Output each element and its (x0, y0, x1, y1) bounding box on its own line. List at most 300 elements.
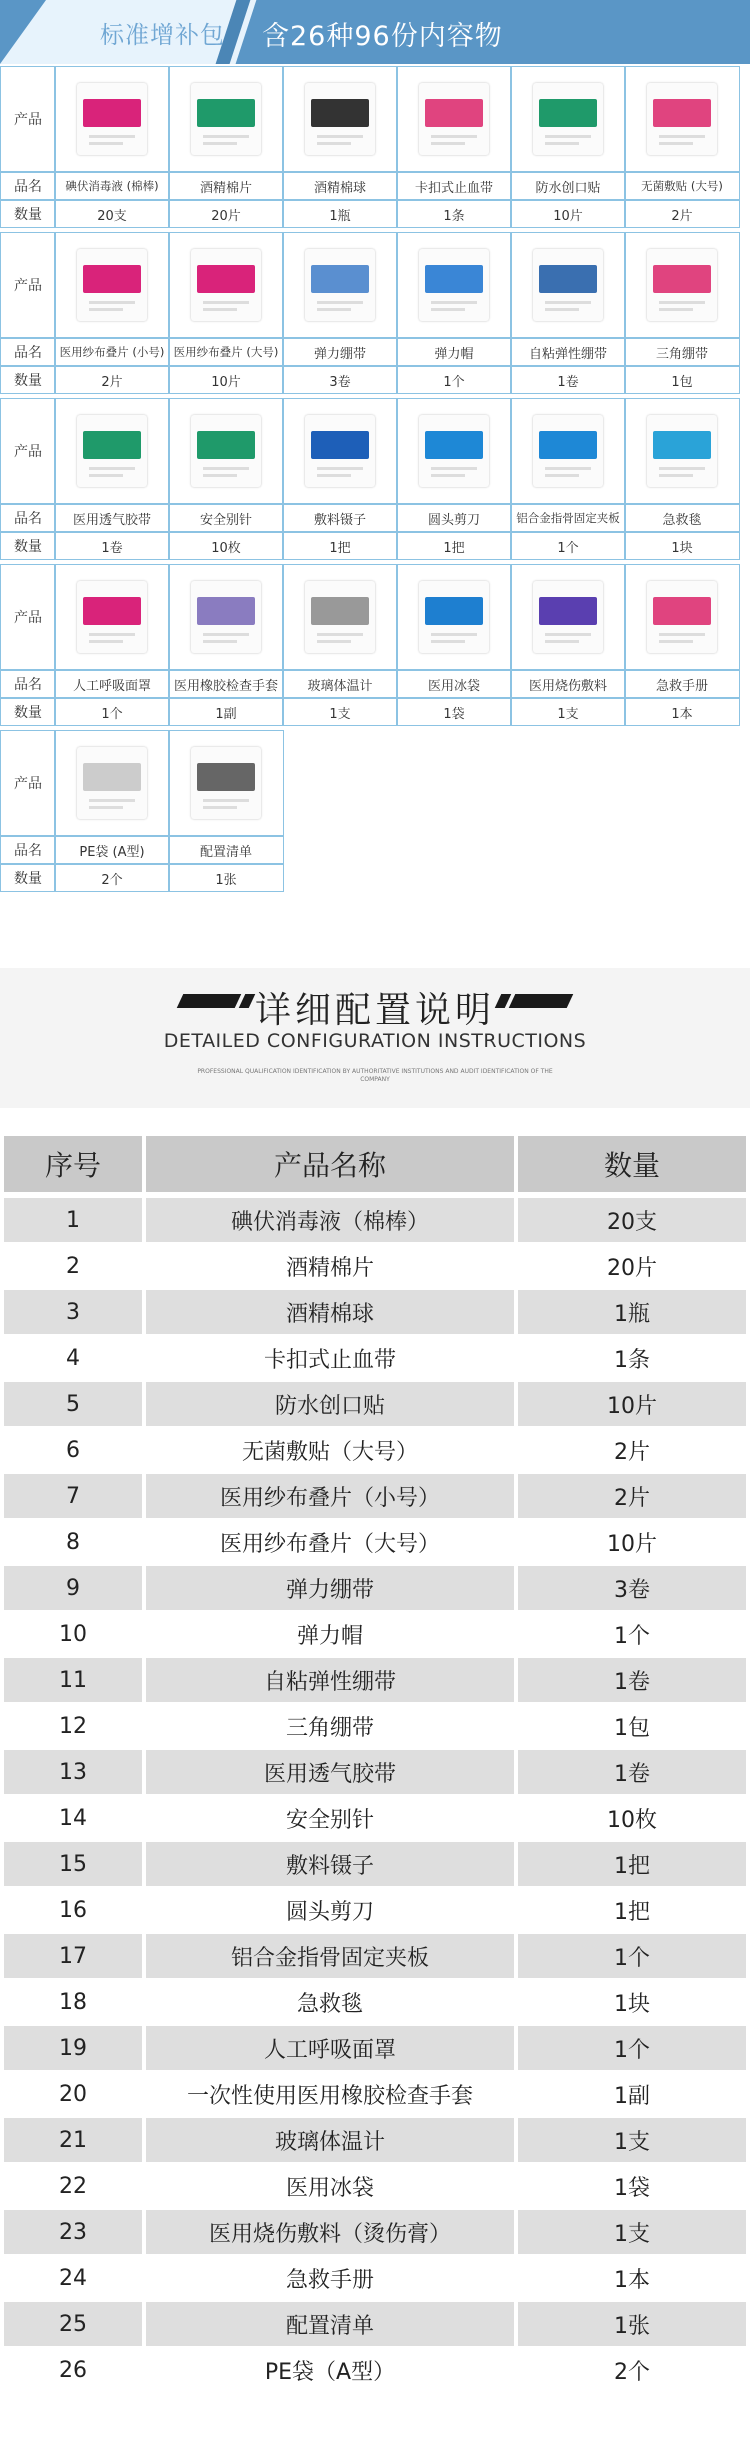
package-line (203, 142, 237, 145)
package-band (311, 597, 369, 625)
package-line (545, 640, 579, 643)
product-image-cell (282, 66, 398, 172)
td: 医用纱布叠片（大号） (146, 1520, 514, 1564)
package-line (89, 806, 123, 809)
table-header-row (4, 1136, 746, 1192)
package-line (545, 308, 579, 311)
package-line (431, 467, 477, 470)
product-qty: 1支 (282, 698, 398, 726)
package-band (425, 431, 483, 459)
package-line (317, 633, 363, 636)
package-line (203, 799, 249, 802)
package-line (545, 633, 591, 636)
package-line (317, 640, 351, 643)
td: 3 (4, 1290, 142, 1334)
product-image-cell (396, 66, 512, 172)
medical-tape-icon (77, 415, 147, 487)
td: 18 (4, 1980, 142, 2024)
detail-title: 详细配置说明 (254, 990, 495, 1031)
td: 敷料镊子 (146, 1842, 514, 1886)
label-product: 产品 (0, 398, 56, 504)
product-image-cell (510, 564, 626, 670)
label-product: 产品 (0, 730, 56, 836)
safety-pin-icon (191, 415, 261, 487)
pe-bag-icon (77, 747, 147, 819)
td: 人工呼吸面罩 (146, 2026, 514, 2070)
td: 碘伏消毒液（棉棒） (146, 1198, 514, 1242)
product-qty: 1副 (168, 698, 284, 726)
product-qty: 20支 (54, 200, 170, 228)
package-band (425, 99, 483, 127)
label-name: 品名 (0, 836, 56, 864)
td: 11 (4, 1658, 142, 1702)
finger-splint-icon (533, 415, 603, 487)
product-qty: 1个 (54, 698, 170, 726)
product-image-cell (168, 66, 284, 172)
product-image-cell (282, 398, 398, 504)
td: 2片 (518, 1428, 746, 1472)
td: 急救毯 (146, 1980, 514, 2024)
table-row (4, 1382, 746, 1426)
td: 5 (4, 1382, 142, 1426)
package-band (425, 265, 483, 293)
label-qty: 数量 (0, 532, 56, 560)
table-row (4, 1750, 746, 1794)
package-band (197, 597, 255, 625)
gloves-icon (191, 581, 261, 653)
table-row (4, 1520, 746, 1564)
td: 配置清单 (146, 2302, 514, 2346)
product-name: 安全别针 (168, 504, 284, 532)
td: 1支 (518, 2210, 746, 2254)
product-image-cell (168, 232, 284, 338)
package-band (83, 431, 141, 459)
package-line (203, 135, 249, 138)
label-name: 品名 (0, 504, 56, 532)
product-name: 弹力绷带 (282, 338, 398, 366)
table-row (4, 2118, 746, 2162)
product-qty: 1本 (624, 698, 740, 726)
td: 急救手册 (146, 2256, 514, 2300)
package-band (197, 265, 255, 293)
td: 23 (4, 2210, 142, 2254)
product-image-cell (54, 730, 170, 836)
td: 1支 (518, 2118, 746, 2162)
package-band (311, 99, 369, 127)
product-qty: 1卷 (510, 366, 626, 394)
product-qty: 1条 (396, 200, 512, 228)
package-line (659, 474, 693, 477)
gauze-large-icon (191, 249, 261, 321)
package-line (659, 640, 693, 643)
package-line (317, 135, 363, 138)
product-name: 医用烧伤敷料 (510, 670, 626, 698)
package-line (203, 633, 249, 636)
emergency-blanket-icon (647, 415, 717, 487)
label-name: 品名 (0, 670, 56, 698)
td: 24 (4, 2256, 142, 2300)
td: 2个 (518, 2348, 746, 2392)
td: 22 (4, 2164, 142, 2208)
package-line (317, 467, 363, 470)
td: 13 (4, 1750, 142, 1794)
product-name: 敷料镊子 (282, 504, 398, 532)
td: 1个 (518, 2026, 746, 2070)
package-line (431, 135, 477, 138)
package-band (539, 597, 597, 625)
package-line (317, 308, 351, 311)
label-qty: 数量 (0, 864, 56, 892)
table-row (4, 2256, 746, 2300)
td: 医用纱布叠片（小号） (146, 1474, 514, 1518)
package-band (83, 265, 141, 293)
package-line (431, 633, 477, 636)
product-name: 医用橡胶检查手套 (168, 670, 284, 698)
td: 1块 (518, 1980, 746, 2024)
product-name: 配置清单 (168, 836, 284, 864)
td: 4 (4, 1336, 142, 1380)
product-qty: 3卷 (282, 366, 398, 394)
td: 卡扣式止血带 (146, 1336, 514, 1380)
package-band (653, 597, 711, 625)
package-line (431, 308, 465, 311)
table-row (4, 1888, 746, 1932)
td: 医用烧伤敷料（烫伤膏） (146, 2210, 514, 2254)
td: 三角绷带 (146, 1704, 514, 1748)
product-qty: 1张 (168, 864, 284, 892)
package-line (203, 640, 237, 643)
checklist-icon (191, 747, 261, 819)
product-image-cell (396, 232, 512, 338)
product-name: 防水创口贴 (510, 172, 626, 200)
table-header-cell: 序号 (4, 1136, 142, 1192)
detail-heading (0, 968, 750, 1108)
td: 医用冰袋 (146, 2164, 514, 2208)
td: 玻璃体温计 (146, 2118, 514, 2162)
product-name: 铝合金指骨固定夹板 (510, 504, 626, 532)
td: 1本 (518, 2256, 746, 2300)
package-line (659, 633, 705, 636)
label-product: 产品 (0, 66, 56, 172)
package-band (197, 431, 255, 459)
product-qty: 1卷 (54, 532, 170, 560)
product-qty: 1把 (396, 532, 512, 560)
product-qty: 1个 (510, 532, 626, 560)
elastic-bandage-icon (305, 249, 375, 321)
product-name: 无菌敷贴 (大号) (624, 172, 740, 200)
product-image-cell (282, 564, 398, 670)
td: 1个 (518, 1612, 746, 1656)
td: 1 (4, 1198, 142, 1242)
td: 酒精棉球 (146, 1290, 514, 1334)
package-line (317, 474, 351, 477)
td: 19 (4, 2026, 142, 2070)
label-name: 品名 (0, 172, 56, 200)
detail-title-en: DETAILED CONFIGURATION INSTRUCTIONS (163, 1030, 587, 1052)
product-name: 玻璃体温计 (282, 670, 398, 698)
td: 1卷 (518, 1750, 746, 1794)
product-name: 酒精棉片 (168, 172, 284, 200)
package-line (659, 142, 693, 145)
td: 2片 (518, 1474, 746, 1518)
package-line (89, 474, 123, 477)
product-name: 医用纱布叠片 (大号) (168, 338, 284, 366)
td: 9 (4, 1566, 142, 1610)
package-line (545, 301, 591, 304)
table-row (4, 1474, 746, 1518)
package-line (89, 142, 123, 145)
product-name: 医用透气胶带 (54, 504, 170, 532)
product-image-cell (54, 398, 170, 504)
package-line (431, 142, 465, 145)
cotton-ball-bottle-icon (305, 83, 375, 155)
product-qty: 1瓶 (282, 200, 398, 228)
td: 弹力帽 (146, 1612, 514, 1656)
cpr-mask-icon (77, 581, 147, 653)
package-line (89, 135, 135, 138)
td: 1把 (518, 1888, 746, 1932)
product-image-cell (510, 398, 626, 504)
package-band (425, 597, 483, 625)
td: 1张 (518, 2302, 746, 2346)
td: 铝合金指骨固定夹板 (146, 1934, 514, 1978)
iodine-swab-icon (77, 83, 147, 155)
package-line (89, 633, 135, 636)
package-band (653, 99, 711, 127)
product-name: 医用冰袋 (396, 670, 512, 698)
td: 自粘弹性绷带 (146, 1658, 514, 1702)
self-adhesive-bandage-icon (533, 249, 603, 321)
package-line (659, 467, 705, 470)
package-line (203, 467, 249, 470)
td: 安全别针 (146, 1796, 514, 1840)
ice-pack-icon (419, 581, 489, 653)
product-image-cell (624, 398, 740, 504)
package-line (89, 301, 135, 304)
product-image-cell (168, 564, 284, 670)
table-row (4, 1980, 746, 2024)
label-qty: 数量 (0, 200, 56, 228)
table-row (4, 2164, 746, 2208)
package-band (197, 763, 255, 791)
bandaid-icon (533, 83, 603, 155)
product-qty: 1把 (282, 532, 398, 560)
table-row (4, 2210, 746, 2254)
product-qty: 1袋 (396, 698, 512, 726)
product-image-cell (168, 730, 284, 836)
product-name: 人工呼吸面罩 (54, 670, 170, 698)
td: 14 (4, 1796, 142, 1840)
product-qty: 20片 (168, 200, 284, 228)
product-qty: 10片 (168, 366, 284, 394)
header-banner (0, 0, 750, 64)
td: 12 (4, 1704, 142, 1748)
td: 1瓶 (518, 1290, 746, 1334)
td: 1把 (518, 1842, 746, 1886)
product-qty: 10枚 (168, 532, 284, 560)
package-line (203, 806, 237, 809)
product-image-cell (54, 66, 170, 172)
td: 1副 (518, 2072, 746, 2116)
product-image-cell (624, 66, 740, 172)
package-line (659, 135, 705, 138)
product-image-cell (54, 564, 170, 670)
td: 7 (4, 1474, 142, 1518)
product-name: 卡扣式止血带 (396, 172, 512, 200)
product-qty: 1支 (510, 698, 626, 726)
package-line (545, 135, 591, 138)
product-name: 医用纱布叠片 (小号) (54, 338, 170, 366)
td: 无菌敷贴（大号） (146, 1428, 514, 1472)
alcohol-pad-icon (191, 83, 261, 155)
td: 防水创口贴 (146, 1382, 514, 1426)
product-name: 酒精棉球 (282, 172, 398, 200)
table-row (4, 1704, 746, 1748)
package-band (197, 99, 255, 127)
product-qty: 10片 (510, 200, 626, 228)
product-image-cell (54, 232, 170, 338)
td: 1包 (518, 1704, 746, 1748)
product-name: 急救手册 (624, 670, 740, 698)
table-row (4, 1566, 746, 1610)
table-row (4, 1198, 746, 1242)
td: 21 (4, 2118, 142, 2162)
product-name: 碘伏消毒液 (棉棒) (54, 172, 170, 200)
td: 10 (4, 1612, 142, 1656)
package-line (203, 474, 237, 477)
product-image-cell (396, 398, 512, 504)
td: 1卷 (518, 1658, 746, 1702)
product-name: PE袋 (A型) (54, 836, 170, 864)
package-line (545, 142, 579, 145)
product-name: 三角绷带 (624, 338, 740, 366)
product-image-cell (168, 398, 284, 504)
table-row (4, 2302, 746, 2346)
td: 1个 (518, 1934, 746, 1978)
package-band (311, 431, 369, 459)
tweezers-icon (305, 415, 375, 487)
td: 2 (4, 1244, 142, 1288)
package-band (653, 265, 711, 293)
td: 一次性使用医用橡胶检查手套 (146, 2072, 514, 2116)
td: 10片 (518, 1382, 746, 1426)
gauze-small-icon (77, 249, 147, 321)
table-row (4, 2348, 746, 2392)
table-header-cell: 产品名称 (146, 1136, 514, 1192)
td: 25 (4, 2302, 142, 2346)
banner-title: 含26种96份内容物 (262, 21, 503, 52)
table-row (4, 1796, 746, 1840)
dressing-icon (647, 83, 717, 155)
label-qty: 数量 (0, 366, 56, 394)
product-image-cell (282, 232, 398, 338)
banner-tag: 标准增补包 (100, 21, 225, 49)
product-name: 弹力帽 (396, 338, 512, 366)
package-line (89, 640, 123, 643)
td: 3卷 (518, 1566, 746, 1610)
td: 1条 (518, 1336, 746, 1380)
td: 8 (4, 1520, 142, 1564)
product-name: 圆头剪刀 (396, 504, 512, 532)
table-row (4, 2026, 746, 2070)
package-line (89, 308, 123, 311)
product-image-cell (510, 232, 626, 338)
product-name: 急救毯 (624, 504, 740, 532)
label-product: 产品 (0, 232, 56, 338)
package-line (203, 308, 237, 311)
table-row (4, 1612, 746, 1656)
package-line (659, 308, 693, 311)
package-band (539, 265, 597, 293)
table-header-cell: 数量 (518, 1136, 746, 1192)
package-line (659, 301, 705, 304)
td: 酒精棉片 (146, 1244, 514, 1288)
elastic-cap-icon (419, 249, 489, 321)
package-band (83, 763, 141, 791)
package-band (653, 431, 711, 459)
banner-corner (0, 0, 46, 64)
product-qty: 1个 (396, 366, 512, 394)
product-qty: 1块 (624, 532, 740, 560)
product-image-cell (396, 564, 512, 670)
td: PE袋（A型） (146, 2348, 514, 2392)
product-image-cell (624, 232, 740, 338)
package-line (545, 467, 591, 470)
label-product: 产品 (0, 564, 56, 670)
label-name: 品名 (0, 338, 56, 366)
td: 10片 (518, 1520, 746, 1564)
package-line (89, 467, 135, 470)
thermometer-icon (305, 581, 375, 653)
td: 10枚 (518, 1796, 746, 1840)
scissors-icon (419, 415, 489, 487)
table-row (4, 1658, 746, 1702)
package-line (203, 301, 249, 304)
tourniquet-icon (419, 83, 489, 155)
table-row (4, 1290, 746, 1334)
package-line (317, 301, 363, 304)
detail-subtitle: PROFESSIONAL QUALIFICATION IDENTIFICATION BY AUTHORITATIVE INSTITUTIONS AND AUDIT IDENTIFICATION OF THE COMPANY (197, 1068, 553, 1083)
td: 1袋 (518, 2164, 746, 2208)
product-qty: 2片 (54, 366, 170, 394)
table-row (4, 1336, 746, 1380)
product-qty: 2片 (624, 200, 740, 228)
table-row (4, 1842, 746, 1886)
package-line (317, 142, 351, 145)
triangle-bandage-icon (647, 249, 717, 321)
package-band (539, 431, 597, 459)
td: 20 (4, 2072, 142, 2116)
td: 医用透气胶带 (146, 1750, 514, 1794)
package-band (311, 265, 369, 293)
td: 17 (4, 1934, 142, 1978)
td: 6 (4, 1428, 142, 1472)
package-line (89, 799, 135, 802)
table-row (4, 1934, 746, 1978)
package-band (83, 99, 141, 127)
td: 圆头剪刀 (146, 1888, 514, 1932)
td: 15 (4, 1842, 142, 1886)
first-aid-manual-icon (647, 581, 717, 653)
package-line (431, 474, 465, 477)
product-qty: 1包 (624, 366, 740, 394)
burn-dressing-icon (533, 581, 603, 653)
package-band (539, 99, 597, 127)
table-row (4, 1428, 746, 1472)
package-line (431, 301, 477, 304)
label-qty: 数量 (0, 698, 56, 726)
td: 16 (4, 1888, 142, 1932)
